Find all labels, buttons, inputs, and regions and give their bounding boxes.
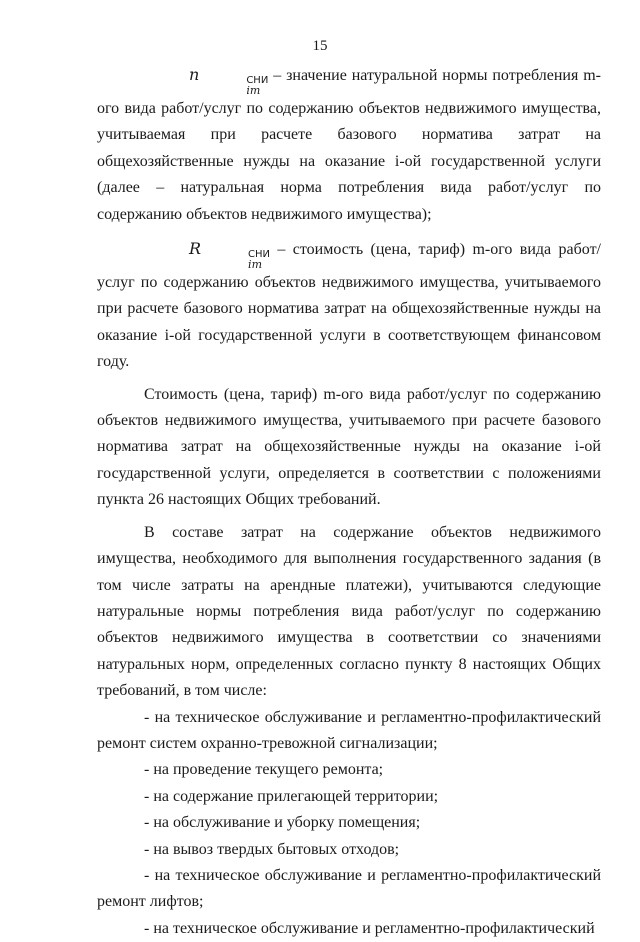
definition-text: – стоимость (цена, тариф) m-ого вида работ/услуг по содержанию объектов недвижимого имущества, учитываемого при расчете базового норматива затрат на общехозяйственные нужды на оказание i-ой государственной услуги в соответствующем финансовом году. [97,241,601,371]
symbol-base: R [189,239,202,259]
symbol-indices [200,76,268,96]
list-item: - на техническое обслуживание и регламентно-профилактический ремонт систем охранно-тревожной сигнализации; [97,708,601,752]
formula-symbol-n [143,62,268,96]
page-number: 15 [312,38,328,54]
definition-text: – значение натуральной нормы потребления m-ого вида работ/услуг по содержанию объектов недвижимого имущества, учитываемая при расчете базового норматива затрат на общехозяйственные нужды на оказание i-ой государственной услуги (далее – натуральная норма потребления вида работ/услуг по содержанию объектов недвижимого имущества); [97,67,601,223]
list-item: - на содержание прилегающей территории; [144,787,439,805]
document-body [97,62,601,942]
list-item: - на обслуживание и уборку помещения; [144,814,421,832]
list-item: - на вывоз твердых бытовых отходов; [144,840,400,858]
symbol-indices [202,250,270,270]
paragraph-cost: Стоимость (цена, тариф) m-ого вида работ/услуг по содержанию объектов недвижимого имущества, учитываемого при расчете базового норматива затрат на общехозяйственные нужды на оказание i-ой государственной услуги, определяется в соответствии с положениями пункта 26 настоящих Общих требований. [97,385,601,509]
symbol-superscript: СНИ [246,75,269,86]
symbol-subscript: im [246,84,261,97]
symbol-base: n [189,65,200,84]
definition-r [97,236,601,376]
symbol-subscript: im [248,258,262,272]
formula-symbol-r [143,236,270,270]
list-item: - на проведение текущего ремонта; [144,761,384,779]
list-item: - на техническое обслуживание и регламентно-профилактический ремонт лифтов; [97,866,601,911]
symbol-superscript: СНИ [248,249,271,261]
definition-n [97,62,601,228]
list-item: - на техническое обслуживание и регламентно-профилактический [144,919,595,937]
paragraph-composition: В составе затрат на содержание объектов недвижимого имущества, необходимого для выполнения государственного задания (в том числе затраты на арендные платежи), учитываются следующие натуральные нормы потребления вида работ/услуг по содержанию объектов недвижимого имущества в соответствии со значениями натуральных норм, определенных согласно пункту 8 настоящих Общих требований, в том числе: [97,523,601,700]
